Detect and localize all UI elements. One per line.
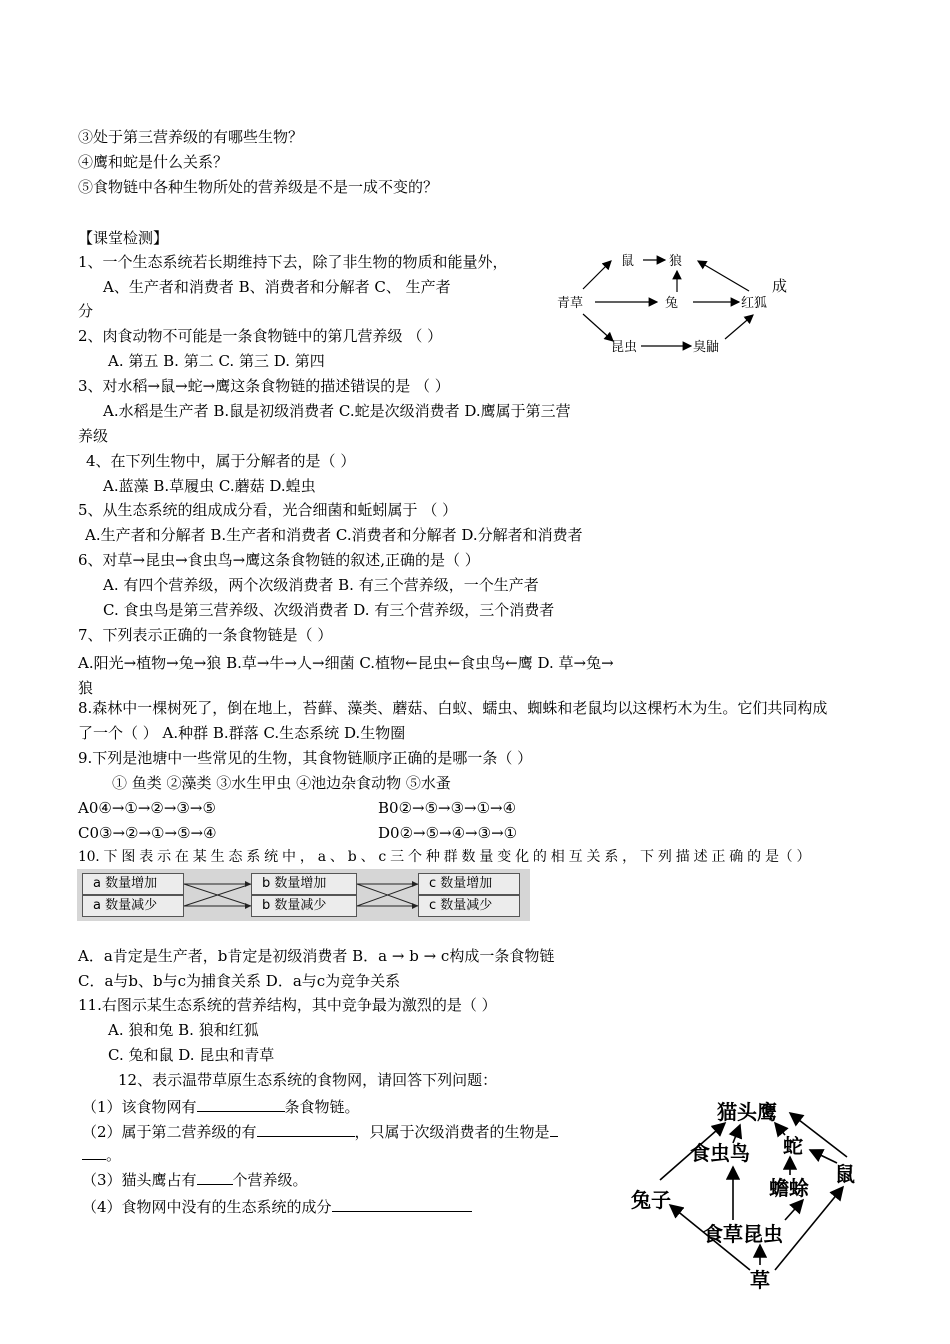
box-a-increase: a 数量增加 <box>82 873 184 895</box>
web1-skunk: 臭鼬 <box>693 340 720 355</box>
test-2-options: A. 第五 B. 第二 C. 第三 D. 第四 <box>108 352 325 370</box>
test-12-q2-mid: ，只属于次级消费者的生物是 <box>354 1123 550 1141</box>
web2-bird: 食虫鸟 <box>690 1141 750 1165</box>
test-2: 2、肉食动物不可能是一条食物链中的第几营养级 （ ） <box>78 327 443 345</box>
blank-3[interactable] <box>197 1170 233 1185</box>
blank-2a[interactable] <box>257 1122 355 1137</box>
test-12: 12、表示温带草原生态系统的食物网，请回答下列问题： <box>118 1071 498 1089</box>
web2-snake: 蛇 <box>783 1134 803 1158</box>
web2-rabbit: 兔子 <box>631 1188 671 1212</box>
blank-2b[interactable] <box>550 1122 558 1137</box>
test-9-b: B0②→⑤→③→①→④ <box>378 799 517 817</box>
test-6-cd: C. 食虫鸟是第三营养级、次级消费者 D. 有三个营养级，三个消费者 <box>103 601 555 619</box>
test-10-cd: C．a与b、b与c为捕食关系 D．a与c为竞争关系 <box>78 972 401 990</box>
test-3: 3、对水稻→鼠→蛇→鹰这条食物链的描述错误的是 （ ） <box>78 377 450 395</box>
test-12-q2-prefix: （2）属于第二营养级的有 <box>82 1123 257 1141</box>
test-4: 4、在下列生物中，属于分解者的是（ ） <box>86 452 356 470</box>
test-1-tail: 分 <box>78 302 94 320</box>
test-7: 7、下列表示正确的一条食物链是（ ） <box>78 626 333 644</box>
test-12-q2-end <box>82 1145 121 1165</box>
test-10: 10. 下 图 表 示 在 某 生 态 系 统 中 ， a 、 b 、 c 三 个 种 群 数 量 变 化 的 相 互 关 系 ， 下 列 描 述 正 确 的 是（ ） <box>78 849 811 865</box>
web2-mouse: 鼠 <box>835 1162 855 1186</box>
test-1-suffix: 成 <box>772 277 788 295</box>
test-12-q4 <box>82 1197 472 1217</box>
box-b-increase: b 数量增加 <box>251 873 357 895</box>
test-9-items: ① 鱼类 ②藻类 ③水生甲虫 ④池边杂食动物 ⑤水蚤 <box>112 774 451 792</box>
test-5: 5、从生态系统的组成成分看，光合细菌和蚯蚓属于 （ ） <box>78 501 458 519</box>
web1-rabbit: 兔 <box>665 296 679 311</box>
test-11: 11.右图示某生态系统的营养结构，其中竞争最为激烈的是（ ） <box>78 996 497 1014</box>
web1-mouse: 鼠 <box>621 254 635 269</box>
box-a-decrease: a 数量减少 <box>82 895 184 917</box>
web2-owl: 猫头鹰 <box>717 1100 777 1124</box>
blank-2c[interactable] <box>82 1145 106 1160</box>
test-12-q1 <box>82 1097 360 1117</box>
question-5: ⑤食物链中各种生物所处的营养级是不是一成不变的？ <box>78 178 439 196</box>
box-c-decrease: c 数量减少 <box>418 895 520 917</box>
test-12-q3-prefix: （3）猫头鹰占有 <box>82 1171 197 1189</box>
test-9-d: D0②→⑤→④→③→① <box>378 824 518 842</box>
test-7-tail: 狼 <box>78 679 94 697</box>
web1-fox: 红狐 <box>741 296 768 311</box>
web1-wolf: 狼 <box>669 254 683 269</box>
test-5-options: A.生产者和分解者 B.生产者和消费者 C.消费者和分解者 D.分解者和消费者 <box>85 526 583 544</box>
test-6: 6、对草→昆虫→食虫鸟→鹰这条食物链的叙述,正确的是（ ） <box>78 551 480 569</box>
web1-grass: 青草 <box>557 296 584 311</box>
test-12-q2 <box>82 1122 558 1142</box>
web2-grass: 草 <box>750 1268 770 1292</box>
test-6-ab: A. 有四个营养级，两个次级消费者 B. 有三个营养级，一个生产者 <box>103 576 539 594</box>
test-12-q4-text: （4）食物网中没有的生态系统的成分 <box>82 1198 332 1216</box>
test-12-q1-prefix: （1）该食物网有 <box>82 1098 197 1116</box>
test-9-c: C0③→②→①→⑤→④ <box>78 824 217 842</box>
section-heading: 【课堂检测】 <box>78 229 169 247</box>
test-3-options: A.水稻是生产者 B.鼠是初级消费者 C.蛇是次级消费者 D.鹰属于第三营 <box>103 402 571 420</box>
test-11-cd: C. 兔和鼠 D. 昆虫和青草 <box>108 1046 275 1064</box>
blank-1[interactable] <box>197 1097 285 1112</box>
box-arrows <box>77 869 530 921</box>
test-1-options: A、生产者和消费者 B、消费者和分解者 C、 生产者 <box>103 278 451 296</box>
test-11-ab: A. 狼和兔 B. 狼和红狐 <box>108 1021 259 1039</box>
test-9: 9.下列是池塘中一些常见的生物，其食物链顺序正确的是哪一条（ ） <box>78 749 533 767</box>
test-3-tail: 养级 <box>78 427 109 445</box>
test-1: 1、一个生态系统若长期维持下去，除了非生物的物质和能量外， <box>78 253 508 271</box>
test-12-q1-suffix: 条食物链。 <box>284 1098 360 1116</box>
question-4: ④鹰和蛇是什么关系？ <box>78 153 229 171</box>
question-3: ③处于第三营养级的有哪些生物？ <box>78 128 304 146</box>
test-4-options: A.蓝藻 B.草履虫 C.蘑菇 D.蝗虫 <box>103 477 316 495</box>
box-c-increase: c 数量增加 <box>418 873 520 895</box>
population-relation-figure <box>77 869 530 921</box>
web2-insect: 食草昆虫 <box>703 1222 783 1246</box>
food-web-2 <box>625 1095 895 1295</box>
test-7-options: A.阳光→植物→兔→狼 B.草→牛→人→细菌 C.植物←昆虫←食虫鸟←鹰 D. 草→兔→ <box>78 654 614 672</box>
test-8: 8.森林中一棵树死了，倒在地上，苔藓、藻类、蘑菇、白蚁、蠕虫、蜘蛛和老鼠均以这棵朽木为生。它们共同构成 <box>78 699 828 717</box>
box-b-decrease: b 数量减少 <box>251 895 357 917</box>
test-8-options: 了一个（ ） A.种群 B.群落 C.生态系统 D.生物圈 <box>78 724 406 742</box>
test-9-a: A0④→①→②→③→⑤ <box>78 799 216 817</box>
test-10-ab: A．a肯定是生产者，b肯定是初级消费者 B．a → b → c构成一条食物链 <box>78 947 555 965</box>
blank-4[interactable] <box>332 1197 472 1212</box>
web2-toad: 蟾蜍 <box>769 1176 809 1200</box>
test-12-q3 <box>82 1170 308 1190</box>
web1-insect: 昆虫 <box>611 340 638 355</box>
test-12-q2-end-text: 。 <box>106 1146 122 1164</box>
test-12-q3-suffix: 个营养级。 <box>232 1171 308 1189</box>
food-web-1 <box>553 247 813 357</box>
